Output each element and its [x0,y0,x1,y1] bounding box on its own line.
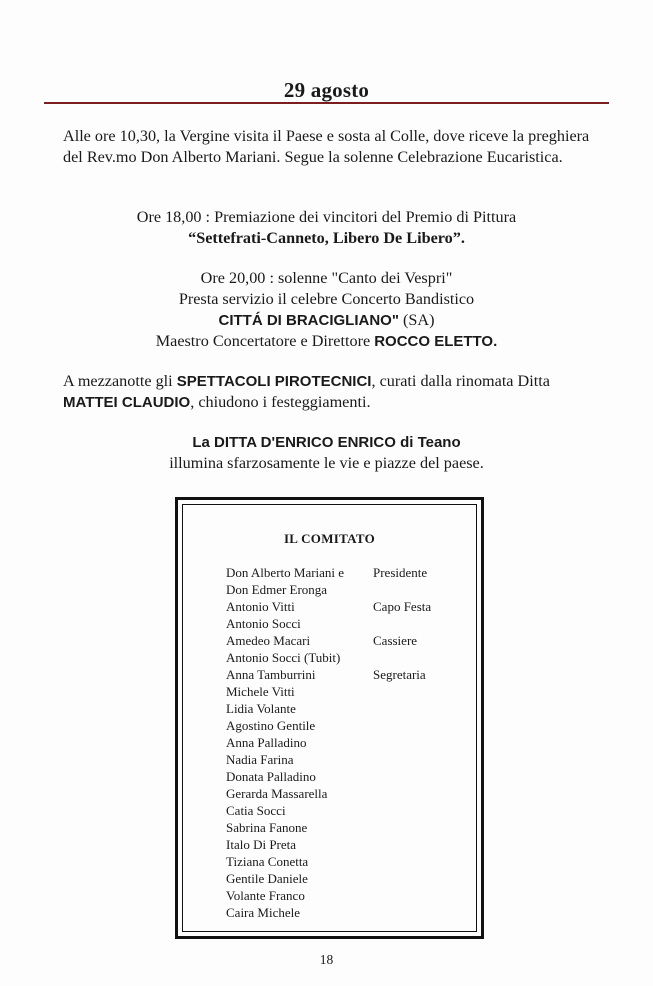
committee-member-row [226,785,466,802]
member-name: Don Alberto Mariani e [226,565,345,580]
member-name: Don Edmer Eronga [226,582,328,597]
committee-member-row [226,615,466,632]
member-name: Michele Vitti [226,684,295,699]
fireworks-paragraph [63,371,603,413]
committee-member-row [226,700,466,717]
member-name: Antonio Socci (Tubit) [226,650,341,665]
member-name: Volante Franco [226,888,305,903]
fireworks-company: MATTEI CLAUDIO [63,394,191,411]
committee-box [175,497,484,939]
maestro-name: ROCCO ELETTO. [374,333,498,350]
committee-member-row [226,598,466,615]
prize-name: “Settefrati-Canneto, Libero De Libero”. [188,229,465,247]
fireworks-show: SPETTACOLI PIROTECNICI [176,373,372,390]
committee-member-row [226,717,466,734]
committee-inner-border [182,504,477,932]
committee-member-row [226,768,466,785]
vespers-time-line: Ore 20,00 : solenne "Canto dei Vespri" [200,269,453,287]
fireworks-text-1: A mezzanotte gli [63,372,177,390]
committee-member-row [226,904,466,921]
member-name: Tiziana Conetta [226,854,309,869]
page-number: 18 [319,952,334,967]
member-name: Anna Tamburrini [226,667,316,682]
maestro-line [0,331,653,352]
prize-time-line: Ore 18,00 : Premiazione dei vincitori del Premio di Pittura [136,208,517,226]
member-name: Antonio Vitti [226,599,295,614]
committee-member-row [226,887,466,904]
member-name: Nadia Farina [226,752,294,767]
committee-member-row [226,802,466,819]
member-role: Cassiere [373,633,418,648]
member-name: Caira Michele [226,905,300,920]
committee-member-row [226,853,466,870]
fireworks-text-3: , chiudono i festeggiamenti. [190,393,371,411]
committee-member-row [226,581,466,598]
member-name: Catia Socci [226,803,286,818]
title-divider [44,102,609,104]
member-name: Italo Di Preta [226,837,297,852]
member-name: Agostino Gentile [226,718,316,733]
band-line [0,310,653,331]
fireworks-text-2: , curati dalla rinomata Ditta [371,372,550,390]
member-name: Donata Palladino [226,769,316,784]
band-intro-line: Presta servizio il celebre Concerto Bandistico [178,290,475,308]
committee-member-row [226,649,466,666]
lighting-section [0,432,653,474]
page-title: 29 agosto [283,78,370,102]
lighting-company: La DITTA D'ENRICO ENRICO di Teano [192,434,461,451]
committee-member-row [226,819,466,836]
maestro-prefix: Maestro Concertatore e Direttore [155,332,375,350]
committee-member-row [226,870,466,887]
member-name: Amedeo Macari [226,633,311,648]
member-role: Capo Festa [373,599,432,614]
committee-list [226,564,466,921]
band-suffix: (SA) [398,311,435,329]
committee-member-row [226,836,466,853]
committee-member-row [226,751,466,768]
member-name: Antonio Socci [226,616,301,631]
member-name: Gerarda Massarella [226,786,328,801]
committee-member-row [226,564,466,581]
intro-paragraph: Alle ore 10,30, la Vergine visita il Paese e sosta al Colle, dove riceve la preghiera del Rev.mo Don Alberto Mariani. Segue la solenne Celebrazione Eucaristica. [63,127,590,166]
vespers-section [0,268,653,352]
member-name: Lidia Volante [226,701,296,716]
committee-member-row [226,632,466,649]
prize-section [0,207,653,249]
member-name: Gentile Daniele [226,871,308,886]
band-name: CITTÁ DI BRACIGLIANO" [218,312,399,329]
member-name: Anna Palladino [226,735,307,750]
member-name: Sabrina Fanone [226,820,308,835]
committee-member-row [226,683,466,700]
committee-title: IL COMITATO [283,531,376,546]
lighting-description: illumina sfarzosamente le vie e piazze del paese. [169,454,484,472]
member-role: Segretaria [373,667,426,682]
member-role: Presidente [373,565,428,580]
committee-member-row [226,666,466,683]
committee-member-row [226,734,466,751]
